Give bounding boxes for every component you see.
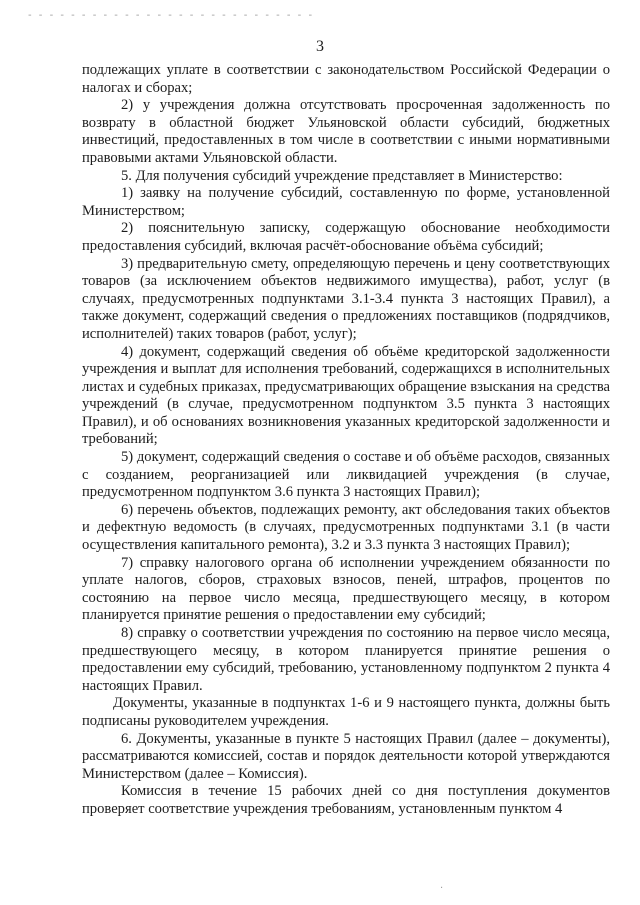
paragraph-subitem-2: 2) пояснительную записку, содержащую обоснование необходимости предоставления субсидий, включая расчёт-обоснование объёма субсидий; — [82, 220, 610, 254]
paragraph-subitem-6: 6) перечень объектов, подлежащих ремонту, акт обследования таких объектов и дефектную ведомость (в случаях, предусмотренных подпунктами 3.1 (в части осуществления капитального ремонта), 3.2 и 3.3 пункта 3 настоящих Правил); — [82, 501, 610, 554]
paragraph-subitem-3: 3) предварительную смету, определяющую перечень и цену соответствующих товаров (за исключением объектов недвижимого имущества), работ, услуг (в случаях, предусмотренных подпунктами 3.1-3.4 пункта 3 настоящих Правил), а также документ, содержащий сведения о предложениях поставщиков (подрядчиков, исполнителей) таких товаров (работ, услуг); — [82, 255, 610, 342]
paragraph-subitem-8: 8) справку о соответствии учреждения по состоянию на первое число месяца, предшествующего месяцу, в котором планируется принятие решения о предоставлении ему субсидий, требованию, установленному подпунктом 2 пункта 4 настоящих Правил. — [82, 625, 610, 694]
paragraph-continuation: подлежащих уплате в соответствии с законодательством Российской Федерации о налогах и сборах; — [82, 62, 610, 96]
document-body — [82, 62, 610, 819]
paragraph-section-5: 5. Для получения субсидий учреждение представляет в Министерство: — [121, 167, 563, 184]
paragraph-documents-signing: Документы, указанные в подпунктах 1-6 и 9 настоящего пункта, должны быть подписаны руководителем учреждения. — [82, 695, 610, 729]
paragraph-subitem-7: 7) справку налогового органа об исполнении учреждением обязанности по уплате налогов, сборов, страховых взносов, пеней, штрафов, процентов по состоянию на первое число месяца, предшествующего месяцу, в котором планируется принятие решения о предоставлении ему субсидий; — [82, 554, 610, 624]
paragraph-subitem-4: 4) документ, содержащий сведения об объёме кредиторской задолженности учреждения и выплат для исполнения требований, содержащихся в исполнительных листах и судебных приказах, предусматривающих обращение взыскания на средства учреждений (в случае, предусмотренном подпунктом 3.5 пункта 3 настоящих Правил), и об основаниях возникновения указанных кредиторской задолженности и требований; — [82, 343, 610, 448]
paragraph-commission-review: Комиссия в течение 15 рабочих дней со дня поступления документов проверяет соответствие учреждения требованиям, установленным пунктом 4 — [82, 783, 610, 817]
paragraph-subitem-1: 1) заявку на получение субсидий, составленную по форме, установленной Министерством; — [82, 185, 610, 219]
paragraph-section-6: 6. Документы, указанные в пункте 5 настоящих Правил (далее – документы), рассматриваются комиссией, состав и порядок деятельности которой утверждаются Министерством (далее – Комиссия). — [82, 730, 610, 782]
paragraph-subitem-5: 5) документ, содержащий сведения о составе и об объёме расходов, связанных с созданием, реорганизацией или ликвидацией учреждения (в случае, предусмотренном подпунктом 3.6 пункта 3 настоящих Правил); — [82, 449, 610, 501]
scan-artifact-bottom: · — [440, 883, 446, 894]
paragraph-item-2: 2) у учреждения должна отсутствовать просроченная задолженность по возврату в областной бюджет Ульяновской области субсидий, бюджетных инвестиций, предоставленных в том числе в соответствии с иными нормативными правовыми актами Ульяновской области. — [82, 97, 610, 166]
page-number: 3 — [316, 38, 324, 55]
scan-artifact-top: - - - - - - - - - - - - - - - - - - - - - - - - - - - — [28, 10, 315, 21]
